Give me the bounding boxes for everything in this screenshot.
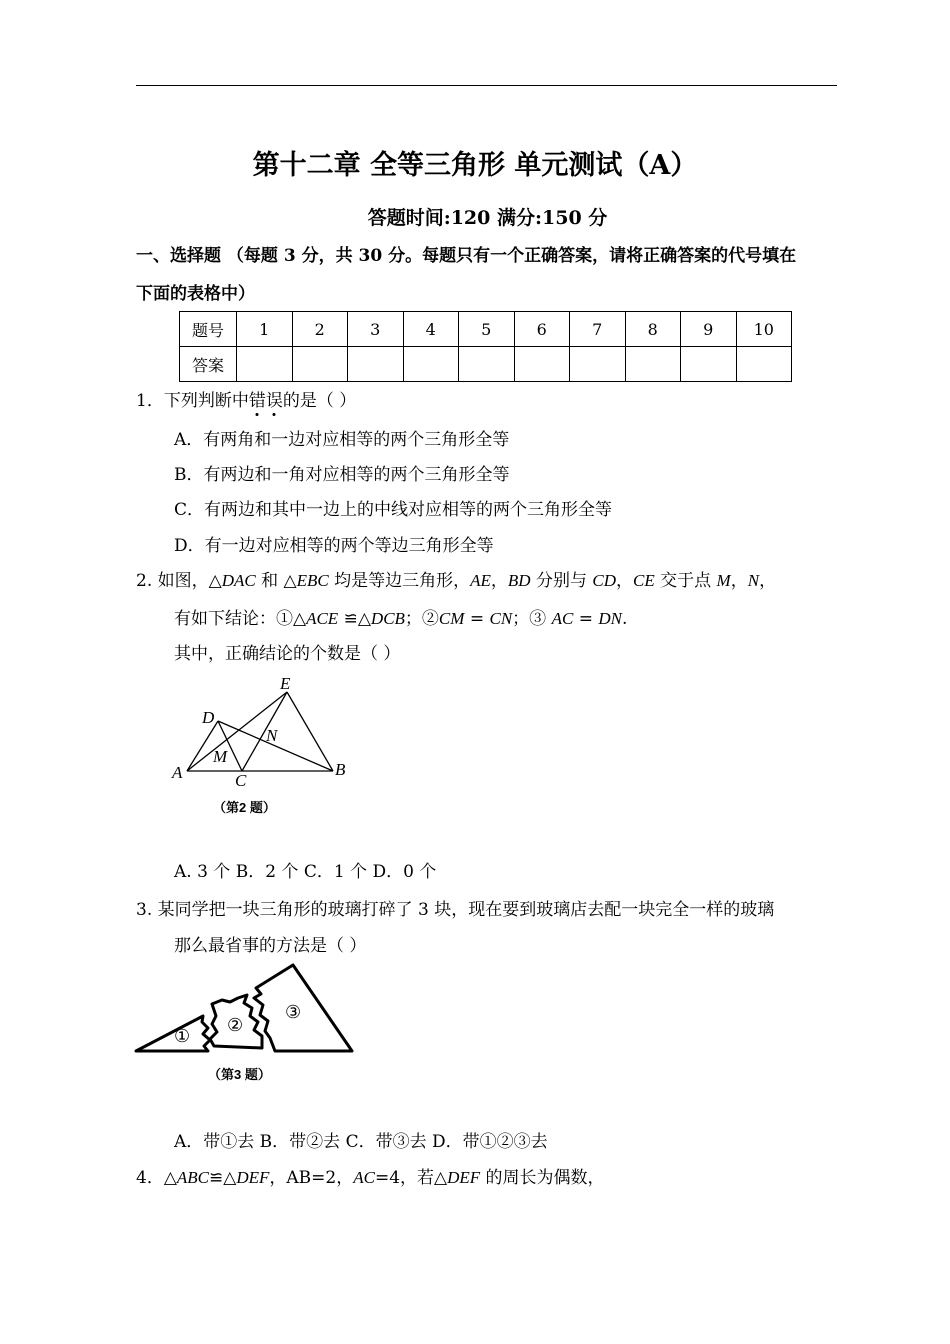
emphasis-dot <box>273 413 276 416</box>
q4-text: ≌△ <box>209 1168 237 1188</box>
point-label-n: N <box>266 726 278 745</box>
piece-label-2: ② <box>227 1015 244 1035</box>
q2-var: EBC <box>296 571 329 590</box>
table-cell-number: 5 <box>459 312 515 347</box>
q2-line1 <box>136 566 776 591</box>
q2-var: CN <box>489 609 513 628</box>
table-cell-number: 1 <box>237 312 293 347</box>
q2-var: ACE <box>306 609 339 628</box>
answer-table-number-row <box>180 312 792 347</box>
q1-option-b: B．有两边和一角对应相等的两个三角形全等 <box>174 465 510 485</box>
answer-cell[interactable] <box>348 347 404 382</box>
point-label-d: D <box>202 708 215 727</box>
piece-label-3: ③ <box>285 1002 302 1022</box>
point-label-b: B <box>335 760 346 779</box>
q2-var: AE <box>470 571 491 590</box>
q2-text: 交于点 <box>654 571 717 591</box>
q2-text: ， <box>490 571 508 591</box>
q4-text: =4，若△ <box>374 1168 448 1188</box>
q2-figure-caption: （第2 题） <box>213 800 276 815</box>
q2-text: ， <box>730 571 748 591</box>
point-label-c: C <box>235 771 247 790</box>
q2-text: . <box>622 609 628 629</box>
table-cell-number: 2 <box>292 312 348 347</box>
q1-emph-2: 误 <box>265 391 283 411</box>
table-cell-number: 4 <box>403 312 459 347</box>
q2-options: A. 3 个 B．2 个 C．1 个 D．0 个 <box>174 862 437 882</box>
table-cell-number: 10 <box>736 312 792 347</box>
q2-var: DCB <box>370 609 405 628</box>
q1-option-c: C．有两边和其中一边上的中线对应相等的两个三角形全等 <box>174 500 613 520</box>
q2-text: ， <box>616 571 633 591</box>
q2-text: 2. 如图，△ <box>136 571 222 591</box>
q1-stem <box>136 386 356 411</box>
q2-text: = <box>573 609 599 629</box>
table-cell-number: 8 <box>625 312 681 347</box>
q2-var: BD <box>507 571 531 590</box>
q2-text: ；③ <box>512 609 552 629</box>
answer-cell[interactable] <box>625 347 681 382</box>
q4-text: 的周长为偶数， <box>480 1168 605 1188</box>
point-label-a: A <box>172 763 183 782</box>
point-label-m: M <box>213 747 228 766</box>
q2-text: 均是等边三角形， <box>328 571 471 591</box>
answer-cell[interactable] <box>403 347 459 382</box>
q1-option-d: D．有一边对应相等的两个等边三角形全等 <box>174 536 494 556</box>
answer-cell[interactable] <box>292 347 348 382</box>
q4-text: ，AB=2， <box>269 1168 354 1188</box>
table-cell-number: 3 <box>348 312 404 347</box>
q3-line2: 那么最省事的方法是（ ） <box>174 936 367 956</box>
answer-cell[interactable] <box>237 347 293 382</box>
answer-table <box>179 311 792 382</box>
answer-cell[interactable] <box>514 347 570 382</box>
q4-var: DEF <box>236 1168 270 1187</box>
q3-figure-caption: （第3 题） <box>208 1067 271 1082</box>
table-cell-number: 6 <box>514 312 570 347</box>
section-heading-line2: 下面的表格中） <box>136 284 255 304</box>
line-EB <box>287 692 333 771</box>
glass-piece-1 <box>136 1016 210 1051</box>
q2-var: DN <box>598 609 622 628</box>
section-heading-line1: 一、选择题 （每题 3 分，共 30 分。每题只有一个正确答案，请将正确答案的代号填在 <box>136 246 797 266</box>
answer-table-answer-row <box>180 347 792 382</box>
q4-stem <box>136 1163 605 1188</box>
q2-text: ， <box>759 571 777 591</box>
q2-var: CD <box>592 571 616 590</box>
q2-line2 <box>174 604 627 629</box>
header-rule <box>136 85 837 86</box>
q3-options: A．带①去 B．带②去 C．带③去 D．带①②③去 <box>174 1132 548 1152</box>
answer-cell[interactable] <box>570 347 626 382</box>
q4-var: AC <box>353 1168 375 1187</box>
q3-figure <box>130 958 360 1093</box>
q4-text: 4．△ <box>136 1168 177 1188</box>
q4-var: ABC <box>176 1168 209 1187</box>
answer-cell[interactable] <box>681 347 737 382</box>
q1-option-a: A．有两角和一边对应相等的两个三角形全等 <box>174 430 510 450</box>
q3-line1: 3. 某同学把一块三角形的玻璃打碎了 3 块，现在要到玻璃店去配一块完全一样的玻璃 <box>136 900 775 920</box>
q1-emph-1: 错 <box>248 391 266 411</box>
page-title: 第十二章 全等三角形 单元测试（A） <box>252 150 698 181</box>
q2-var: M <box>716 571 731 590</box>
table-header-answer: 答案 <box>180 347 237 382</box>
q2-text: 分别与 <box>530 571 593 591</box>
q2-text: = <box>464 609 490 629</box>
q2-text: 和 △ <box>255 571 297 591</box>
table-cell-number: 9 <box>681 312 737 347</box>
q2-var: DAC <box>221 571 256 590</box>
q1-stem-post: 的是（ ） <box>282 391 357 411</box>
table-header-number: 题号 <box>180 312 237 347</box>
point-label-e: E <box>280 674 291 693</box>
q1-emphasis-char <box>266 391 283 411</box>
q1-stem-pre: 1．下列判断中 <box>136 391 249 411</box>
q2-var: CE <box>633 571 655 590</box>
q2-line3: 其中，正确结论的个数是（ ） <box>174 644 401 664</box>
q2-var: AC <box>551 609 574 628</box>
q2-figure <box>165 670 365 825</box>
emphasis-dot <box>256 413 259 416</box>
q2-text: ；② <box>404 609 439 629</box>
line-CE <box>242 692 287 771</box>
piece-label-1: ① <box>174 1026 191 1046</box>
answer-cell[interactable] <box>459 347 515 382</box>
page-subtitle: 答题时间:120 满分:150 分 <box>367 207 608 229</box>
q1-emphasis-char <box>249 391 266 411</box>
answer-cell[interactable] <box>736 347 792 382</box>
q2-text: ≌△ <box>338 609 371 629</box>
q2-var: N <box>747 571 760 590</box>
glass-piece-3 <box>254 965 352 1051</box>
q2-var: CM <box>438 609 465 628</box>
table-cell-number: 7 <box>570 312 626 347</box>
q4-var: DEF <box>447 1168 481 1187</box>
q2-text: 有如下结论：①△ <box>174 609 307 629</box>
